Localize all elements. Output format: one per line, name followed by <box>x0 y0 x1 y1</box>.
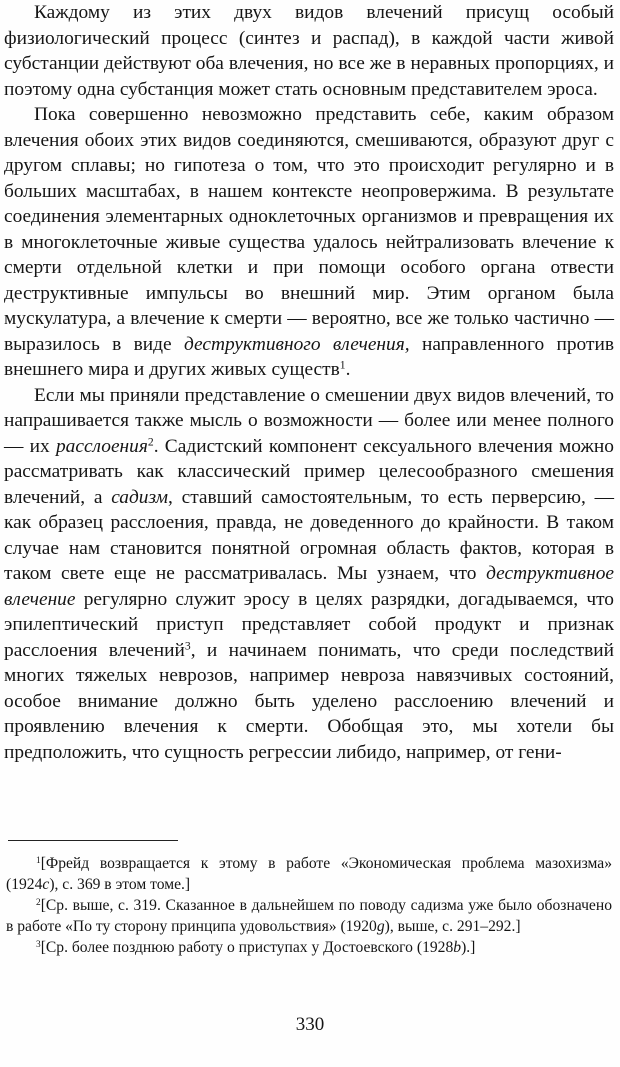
footnote-marker: 2 <box>147 435 154 449</box>
text-run: [Фрейд возвращается к этому в работе «Экономическая проблема мазохизма» (1924 <box>6 855 612 893</box>
footnote-marker: 2 <box>36 897 41 908</box>
main-text <box>4 0 614 765</box>
text-run: Каждому из этих двух видов влечений присущ особый физиологический процесс (синтез и распад), в каждой части живой субстанции действуют оба влечения, но все же в неравных пропорциях, и поэтому одна субстанция может стать основным представителем эроса. <box>4 2 614 100</box>
footnote-marker: 3 <box>36 939 41 950</box>
italic-text: g <box>376 918 385 935</box>
italic-text: c <box>42 876 50 893</box>
page-number: 330 <box>295 1014 325 1035</box>
footnote-separator <box>8 840 178 841</box>
text-run: направленного против внешнего мира и других живых существ <box>4 333 615 380</box>
text-run: . <box>345 359 351 380</box>
text-run: ), выше, с. 291–292.] <box>384 918 521 935</box>
italic-text: деструктивного влечения, <box>183 333 410 355</box>
paragraph-1 <box>4 0 614 102</box>
footnotes <box>6 853 612 958</box>
footnote-2 <box>6 895 612 937</box>
text-run: [Ср. более позднюю работу о приступах у Достоевского (1928 <box>40 939 454 956</box>
italic-text: расслоения <box>55 435 148 457</box>
paragraph-3 <box>4 383 614 766</box>
text-run: . Садистский компонент сексуального влечения можно рассматривать как классический пример целесообразного смешения влечений, а <box>4 435 614 508</box>
text-run: ), с. 369 в этом томе.] <box>49 876 191 893</box>
text-run: ).] <box>461 939 476 956</box>
text-run: Пока совершенно невозможно представить себе, каким образом влечения обоих этих видов соединяются, смешиваются, образуют друг с другом сплавы; но гипотеза о том, что это происходит регулярно и в больших масштабах, в нашем контексте неопровержима. В результате соединения элементарных одноклеточных организмов и превращения их в многоклеточные живые существа удалось нейтрализовать влечение к смерти отдельной клетки и при помощи особого органа отвести деструктивные импульсы во внешний мир. Этим органом была мускулатура, а влечение к смерти — вероятно, все же только частично — выразилось в виде <box>4 104 614 355</box>
italic-text: деструктивное влечение <box>4 563 614 610</box>
text-run: [Ср. выше, с. 319. Сказанное в дальнейшем по поводу садизма уже было обозначено в работе «По ту сторону принципа удовольствия» (1920 <box>6 897 612 935</box>
text-run: регулярно служит эросу в целях разрядки, догадываемся, что эпилептический приступ представляет собой продукт и признак расслоения влечений <box>4 588 614 661</box>
text-run: , ставший самостоятельным, то есть перверсию, — как образец расслоения, правда, не доведенного до крайности. В таком случае нам становится понятной огромная область фактов, которая в таком свете еще не рассматривалась. Мы узнаем, что <box>4 486 614 584</box>
footnote-marker: 3 <box>184 639 191 653</box>
footnote-marker: 1 <box>339 358 346 372</box>
paragraph-2 <box>4 102 614 383</box>
italic-text: b <box>453 939 462 956</box>
italic-text: садизм <box>111 486 168 508</box>
footnote-marker: 1 <box>36 855 41 866</box>
footnote-1 <box>6 853 612 895</box>
text-run: Если мы приняли представление о смешении двух видов влечений, то напрашивается также мысль о возможности — более или менее полного — их <box>4 384 614 457</box>
footnote-3 <box>6 937 612 958</box>
text-run: , и начинаем понимать, что среди последствий многих тяжелых неврозов, например невроза навязчивых состояний, особое внимание должно быть уделено расслоению влечений и проявлению влечения к смерти. Обобщая это, мы хотели бы предположить, что сущность регрессии либидо, например, от гени- <box>4 639 614 763</box>
